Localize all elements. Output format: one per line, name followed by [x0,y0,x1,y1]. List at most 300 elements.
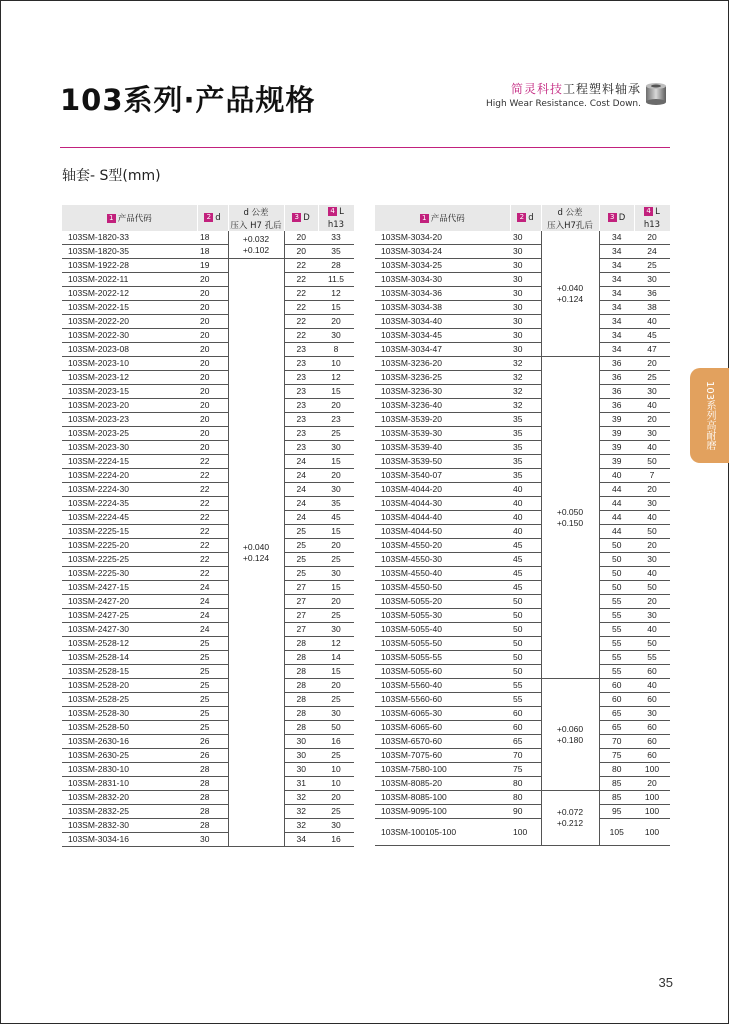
length-cell: 16 [318,833,354,847]
outer-diameter-cell: 55 [599,595,634,609]
table-row [375,791,670,805]
length-cell: 11.5 [318,273,354,287]
table-row [375,567,670,581]
length-cell: 20 [318,315,354,329]
outer-diameter-cell: 60 [599,693,634,707]
product-code-cell: 103SM-3034-47 [375,343,510,357]
inner-diameter-cell: 60 [510,721,541,735]
length-cell: 50 [634,455,670,469]
product-code-cell: 103SM-3034-30 [375,273,510,287]
table-row [62,497,354,511]
inner-diameter-cell: 22 [197,511,228,525]
product-code-cell: 103SM-3236-40 [375,399,510,413]
length-cell: 15 [318,581,354,595]
table-row [375,469,670,483]
table-row [62,427,354,441]
outer-diameter-cell: 30 [284,763,318,777]
table-row [375,399,670,413]
length-cell: 50 [318,721,354,735]
outer-diameter-cell: 36 [599,357,634,371]
product-code-cell: 103SM-2022-15 [62,301,197,315]
length-cell: 60 [634,665,670,679]
tolerance-cell [541,791,599,846]
inner-diameter-cell: 28 [197,791,228,805]
outer-diameter-cell: 27 [284,595,318,609]
product-code-cell: 103SM-6065-30 [375,707,510,721]
table-row [62,357,354,371]
header-code [375,205,510,231]
outer-diameter-cell: 36 [599,399,634,413]
table-row [375,413,670,427]
outer-diameter-cell: 25 [284,553,318,567]
table-row [375,553,670,567]
tolerance-lower: +0.180 [556,734,584,745]
inner-diameter-cell: 40 [510,483,541,497]
tolerance-upper: +0.072 [556,807,584,817]
product-code-cell: 103SM-2022-11 [62,273,197,287]
length-cell: 20 [634,231,670,245]
inner-diameter-cell: 26 [197,735,228,749]
length-cell: 45 [318,511,354,525]
product-code-cell: 103SM-3539-40 [375,441,510,455]
product-code-cell: 103SM-3034-45 [375,329,510,343]
table-row [62,539,354,553]
product-code-cell: 103SM-3539-50 [375,455,510,469]
inner-diameter-cell: 20 [197,273,228,287]
product-code-cell: 103SM-3034-16 [62,833,197,847]
table-row [62,735,354,749]
header-D-num: 3 [292,213,301,222]
outer-diameter-cell: 34 [599,259,634,273]
outer-diameter-cell: 55 [599,665,634,679]
outer-diameter-cell: 27 [284,623,318,637]
product-code-cell: 103SM-2528-30 [62,707,197,721]
outer-diameter-cell: 34 [599,315,634,329]
outer-diameter-cell: 44 [599,511,634,525]
outer-diameter-cell: 65 [599,707,634,721]
outer-diameter-cell: 28 [284,665,318,679]
product-code-cell: 103SM-6065-60 [375,721,510,735]
inner-diameter-cell: 22 [197,539,228,553]
length-cell: 35 [318,245,354,259]
page-title: 103系列·产品规格 [60,83,316,117]
spec-table-left [62,205,355,847]
inner-diameter-cell: 20 [197,441,228,455]
length-cell: 20 [634,777,670,791]
length-cell: 20 [318,539,354,553]
spec-table-right [375,205,671,846]
product-code-cell: 103SM-2225-30 [62,567,197,581]
tolerance-lower: +0.102 [242,244,270,255]
outer-diameter-cell: 55 [599,637,634,651]
product-code-cell: 103SM-3539-30 [375,427,510,441]
outer-diameter-cell: 85 [599,791,634,805]
table-row [62,511,354,525]
table-row [375,763,670,777]
table-row [62,553,354,567]
inner-diameter-cell: 22 [197,483,228,497]
table-row [62,413,354,427]
header-code-num: 1 [420,214,429,223]
table-row [375,721,670,735]
length-cell: 10 [318,777,354,791]
inner-diameter-cell: 100 [510,819,541,846]
length-cell: 16 [318,735,354,749]
inner-diameter-cell: 20 [197,301,228,315]
inner-diameter-cell: 50 [510,623,541,637]
outer-diameter-cell: 75 [599,749,634,763]
header-L-label: L [655,206,660,217]
length-cell: 35 [318,497,354,511]
product-code-cell: 103SM-3034-20 [375,231,510,245]
length-cell: 40 [634,399,670,413]
product-code-cell: 103SM-2023-20 [62,399,197,413]
table-row [62,595,354,609]
outer-diameter-cell: 50 [599,539,634,553]
table-row [375,357,670,371]
outer-diameter-cell: 36 [599,371,634,385]
length-cell: 50 [634,637,670,651]
inner-diameter-cell: 65 [510,735,541,749]
table-row [375,315,670,329]
product-code-cell: 103SM-2224-30 [62,483,197,497]
outer-diameter-cell: 39 [599,441,634,455]
brand-cn-rest: 工程塑料轴承 [562,82,641,96]
table-row [375,497,670,511]
table-row [375,427,670,441]
inner-diameter-cell: 90 [510,805,541,819]
length-cell: 23 [318,413,354,427]
outer-diameter-cell: 24 [284,455,318,469]
tolerance-upper: +0.050 [556,506,584,517]
inner-diameter-cell: 20 [197,287,228,301]
product-code-cell: 103SM-2830-10 [62,763,197,777]
outer-diameter-cell: 95 [599,805,634,819]
product-code-cell: 103SM-2022-12 [62,287,197,301]
inner-diameter-cell: 30 [510,301,541,315]
table-row [375,245,670,259]
product-code-cell: 103SM-5055-40 [375,623,510,637]
inner-diameter-cell: 22 [197,567,228,581]
inner-diameter-cell: 35 [510,469,541,483]
inner-diameter-cell: 18 [197,245,228,259]
product-code-cell: 103SM-2225-25 [62,553,197,567]
length-cell: 25 [318,805,354,819]
length-cell: 25 [634,371,670,385]
inner-diameter-cell: 22 [197,553,228,567]
table-row [375,343,670,357]
table-row [375,609,670,623]
length-cell: 15 [318,301,354,315]
length-cell: 60 [634,721,670,735]
right-table-body [375,231,670,846]
inner-diameter-cell: 24 [197,581,228,595]
outer-diameter-cell: 24 [284,483,318,497]
header-L [634,205,670,218]
inner-diameter-cell: 55 [510,693,541,707]
product-code-cell: 103SM-1922-28 [62,259,197,273]
length-cell: 15 [318,455,354,469]
table-row [375,819,670,846]
outer-diameter-cell: 28 [284,637,318,651]
product-code-cell: 103SM-9095-100 [375,805,510,819]
header-d [197,205,228,231]
tolerance-upper: +0.040 [242,541,270,552]
inner-diameter-cell: 25 [197,679,228,693]
inner-diameter-cell: 30 [510,343,541,357]
product-code-cell: 103SM-2831-10 [62,777,197,791]
product-code-cell: 103SM-2224-15 [62,455,197,469]
tolerance-upper: +0.032 [242,233,270,244]
outer-diameter-cell: 23 [284,343,318,357]
table-row [375,441,670,455]
header-L-label: L [339,206,344,217]
product-code-cell: 103SM-2528-20 [62,679,197,693]
outer-diameter-cell: 32 [284,819,318,833]
length-cell: 20 [634,595,670,609]
outer-diameter-cell: 40 [599,469,634,483]
outer-diameter-cell: 34 [599,245,634,259]
length-cell: 20 [318,679,354,693]
length-cell: 12 [318,637,354,651]
length-cell: 60 [634,735,670,749]
brand-cn [486,80,641,97]
header-code-label: 产品代码 [117,214,152,224]
product-code-cell: 103SM-5055-30 [375,609,510,623]
product-code-cell: 103SM-4044-40 [375,511,510,525]
header-d [510,205,541,231]
outer-diameter-cell: 55 [599,651,634,665]
outer-diameter-cell: 22 [284,301,318,315]
product-code-cell: 103SM-4550-40 [375,567,510,581]
tolerance-cell [228,231,284,259]
outer-diameter-cell: 34 [599,273,634,287]
length-cell: 30 [634,707,670,721]
length-cell: 12 [318,287,354,301]
length-cell: 20 [634,413,670,427]
table-row [62,609,354,623]
outer-diameter-cell: 25 [284,525,318,539]
header-divider [60,147,670,148]
length-cell: 30 [634,553,670,567]
length-cell: 20 [634,357,670,371]
side-tab-label: 103系列高耐磨 [704,380,715,451]
outer-diameter-cell: 50 [599,553,634,567]
table-row [62,287,354,301]
outer-diameter-cell: 22 [284,273,318,287]
outer-diameter-cell: 24 [284,497,318,511]
length-cell: 40 [634,315,670,329]
outer-diameter-cell: 23 [284,441,318,455]
table-row [62,567,354,581]
inner-diameter-cell: 25 [197,651,228,665]
header-D-label: D [618,213,626,223]
length-cell: 25 [318,553,354,567]
inner-diameter-cell: 40 [510,525,541,539]
table-row [62,441,354,455]
inner-diameter-cell: 19 [197,259,228,273]
inner-diameter-cell: 22 [197,455,228,469]
table-row [62,371,354,385]
inner-diameter-cell: 50 [510,637,541,651]
table-row [375,259,670,273]
product-code-cell: 103SM-3236-30 [375,385,510,399]
length-cell: 30 [318,329,354,343]
product-code-cell: 103SM-3034-38 [375,301,510,315]
inner-diameter-cell: 45 [510,567,541,581]
inner-diameter-cell: 22 [197,525,228,539]
outer-diameter-cell: 34 [599,287,634,301]
table-row [375,301,670,315]
length-cell: 20 [318,399,354,413]
outer-diameter-cell: 50 [599,581,634,595]
brand-block [486,80,641,109]
length-cell: 30 [634,497,670,511]
inner-diameter-cell: 25 [197,637,228,651]
product-code-cell: 103SM-3034-40 [375,315,510,329]
outer-diameter-cell: 39 [599,427,634,441]
length-cell: 10 [318,357,354,371]
product-code-cell: 103SM-2427-20 [62,595,197,609]
length-cell: 40 [634,441,670,455]
product-code-cell: 103SM-2023-15 [62,385,197,399]
inner-diameter-cell: 28 [197,777,228,791]
length-cell: 25 [318,427,354,441]
inner-diameter-cell: 75 [510,763,541,777]
length-cell: 25 [318,609,354,623]
header-L-num: 4 [328,207,337,216]
inner-diameter-cell: 20 [197,357,228,371]
outer-diameter-cell: 23 [284,427,318,441]
outer-diameter-cell: 60 [599,679,634,693]
length-cell: 100 [634,791,670,805]
product-code-cell: 103SM-5055-50 [375,637,510,651]
inner-diameter-cell: 24 [197,609,228,623]
length-cell: 100 [634,819,670,846]
product-code-cell: 103SM-4044-30 [375,497,510,511]
inner-diameter-cell: 28 [197,805,228,819]
product-code-cell: 103SM-2023-10 [62,357,197,371]
product-code-cell: 103SM-2832-25 [62,805,197,819]
length-cell: 50 [634,525,670,539]
outer-diameter-cell: 27 [284,609,318,623]
inner-diameter-cell: 45 [510,581,541,595]
outer-diameter-cell: 23 [284,399,318,413]
table-row [375,623,670,637]
table-row [375,777,670,791]
product-code-cell: 103SM-6570-60 [375,735,510,749]
length-cell: 20 [318,595,354,609]
outer-diameter-cell: 28 [284,679,318,693]
length-cell: 40 [634,511,670,525]
table-row [62,315,354,329]
product-code-cell: 103SM-3236-20 [375,357,510,371]
inner-diameter-cell: 20 [197,329,228,343]
product-code-cell: 103SM-3034-25 [375,259,510,273]
outer-diameter-cell: 34 [599,329,634,343]
inner-diameter-cell: 25 [197,665,228,679]
product-code-cell: 103SM-2528-15 [62,665,197,679]
table-row [62,665,354,679]
outer-diameter-cell: 28 [284,693,318,707]
tolerance-lower: +0.124 [242,552,270,563]
tolerance-cell [228,259,284,847]
left-table-body [62,231,354,847]
inner-diameter-cell: 50 [510,651,541,665]
length-cell: 30 [318,707,354,721]
table-row [62,469,354,483]
side-tab [690,368,729,463]
length-cell: 7 [634,469,670,483]
header-code [62,205,197,231]
header-L-sub: h13 [634,218,670,231]
length-cell: 12 [318,371,354,385]
product-code-cell: 103SM-8085-100 [375,791,510,805]
outer-diameter-cell: 50 [599,567,634,581]
table-row [62,483,354,497]
product-code-cell: 103SM-2224-20 [62,469,197,483]
outer-diameter-cell: 22 [284,287,318,301]
inner-diameter-cell: 30 [510,287,541,301]
inner-diameter-cell: 28 [197,763,228,777]
product-code-cell: 103SM-3539-20 [375,413,510,427]
length-cell: 100 [634,763,670,777]
table-row [375,287,670,301]
header-D-num: 3 [608,213,617,222]
header-tol-sub: 压入H7孔后 [541,218,599,231]
length-cell: 38 [634,301,670,315]
length-cell: 45 [634,329,670,343]
length-cell: 25 [634,259,670,273]
inner-diameter-cell: 20 [197,385,228,399]
length-cell: 30 [634,273,670,287]
table-row [62,623,354,637]
page-number: 35 [658,975,673,990]
bearing-icon [645,82,667,106]
inner-diameter-cell: 18 [197,231,228,245]
inner-diameter-cell: 25 [197,693,228,707]
outer-diameter-cell: 36 [599,385,634,399]
length-cell: 30 [318,623,354,637]
header-D [284,205,318,231]
header-L [318,205,354,218]
product-code-cell: 103SM-5560-40 [375,679,510,693]
outer-diameter-cell: 34 [599,301,634,315]
table-row [62,273,354,287]
table-row [62,301,354,315]
header-D-label: D [303,213,310,223]
inner-diameter-cell: 30 [510,259,541,273]
product-code-cell: 103SM-3540-07 [375,469,510,483]
outer-diameter-cell: 32 [284,805,318,819]
outer-diameter-cell: 23 [284,371,318,385]
inner-diameter-cell: 35 [510,455,541,469]
length-cell: 100 [634,805,670,819]
outer-diameter-cell: 55 [599,609,634,623]
inner-diameter-cell: 22 [197,469,228,483]
outer-diameter-cell: 55 [599,623,634,637]
tolerance-upper: +0.060 [556,723,584,734]
tolerance-cell [541,231,599,357]
product-code-cell: 103SM-2427-15 [62,581,197,595]
product-code-cell: 103SM-3034-36 [375,287,510,301]
outer-diameter-cell: 23 [284,385,318,399]
inner-diameter-cell: 30 [510,231,541,245]
product-code-cell: 103SM-2023-08 [62,343,197,357]
table-row [62,231,354,245]
product-code-cell: 103SM-2832-20 [62,791,197,805]
outer-diameter-cell: 28 [284,707,318,721]
